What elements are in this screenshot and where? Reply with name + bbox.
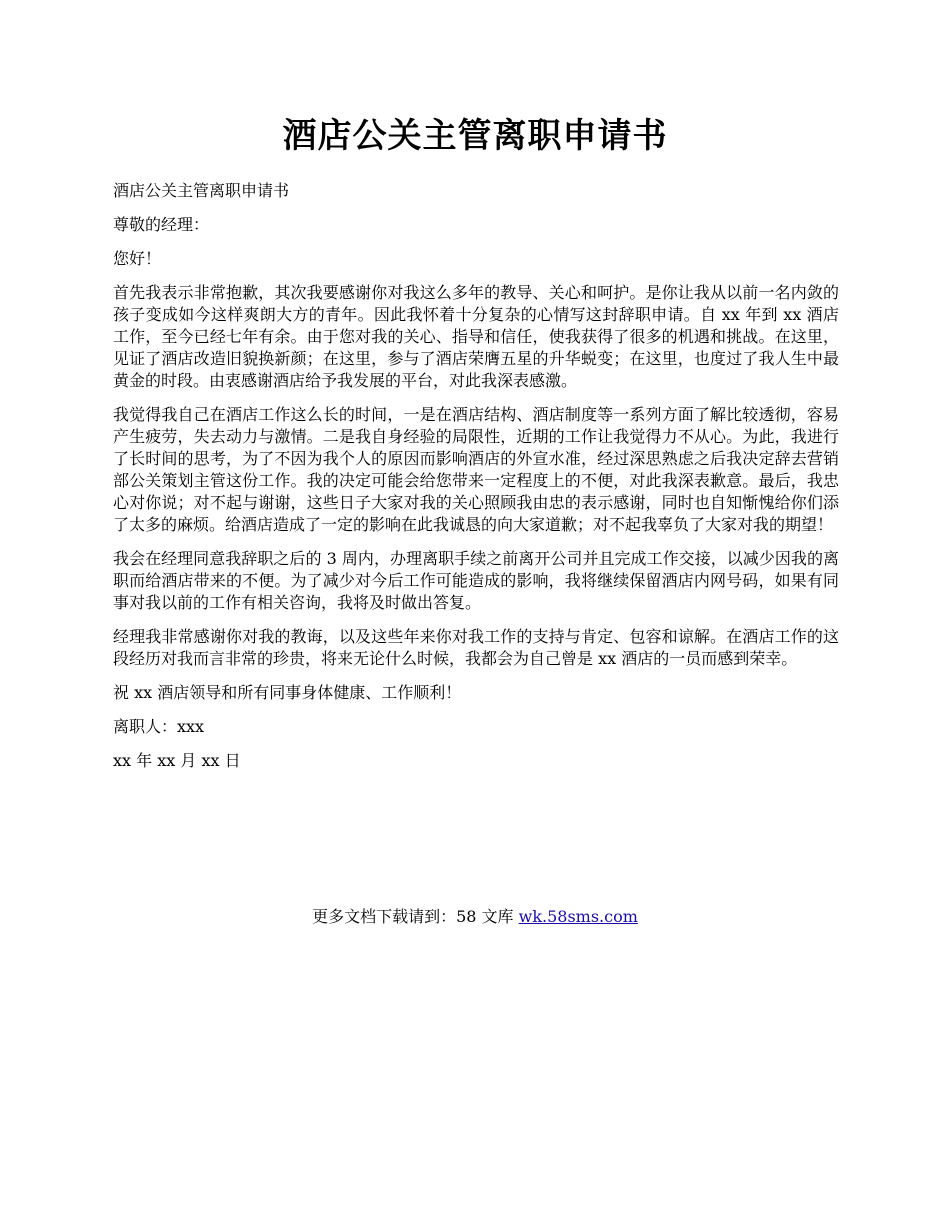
greeting: 您好！ [113, 249, 162, 268]
document-title: 酒店公关主管离职申请书 [282, 116, 668, 156]
signature-line: 离职人：xxx [113, 717, 205, 736]
document-body [113, 180, 839, 784]
body-paragraph: 我会在经理同意我辞职之后的 3 周内，办理离职手续之前离开公司并且完成工作交接，以减少因我的离职而给酒店带来的不便。为了减少对今后工作可能造成的影响，我将继续保留酒店内网号码，如果有同事对我以前的工作有相关咨询，我将及时做出答复。 [113, 549, 839, 612]
closing-wish: 祝 xx 酒店领导和所有同事身体健康、工作顺利！ [113, 683, 462, 702]
body-paragraph: 经理我非常感谢你对我的教诲，以及这些年来你对我工作的支持与肯定、包容和谅解。在酒店工作的这段经历对我而言非常的珍贵，将来无论什么时候，我都会为自己曾是 xx 酒店的一员而感到荣幸。 [113, 627, 839, 668]
date-line: xx 年 xx 月 xx 日 [113, 751, 241, 770]
salutation: 尊敬的经理： [113, 215, 210, 234]
body-paragraph: 首先我表示非常抱歉，其次我要感谢你对我这么多年的教导、关心和呵护。是你让我从以前一名内敛的孩子变成如今这样爽朗大方的青年。因此我怀着十分复杂的心情写这封辞职申请。自 xx 年到 xx 酒店工作，至今已经七年有余。由于您对我的关心、指导和信任，使我获得了很多的机遇和挑战。在这里，见证了酒店改造旧貌换新颜；在这里，参与了酒店荣膺五星的升华蜕变；在这里，也度过了我人生中最黄金的时段。由衷感谢酒店给予我发展的平台，对此我深表感激。 [113, 283, 839, 390]
footer-text: 更多文档下载请到：58 文库 [312, 907, 519, 926]
download-footer [0, 906, 950, 928]
body-paragraph: 我觉得我自己在酒店工作这么长的时间，一是在酒店结构、酒店制度等一系列方面了解比较透彻，容易产生疲劳，失去动力与激情。二是我自身经验的局限性，近期的工作让我觉得力不从心。为此，我进行了长时间的思考，为了不因为我个人的原因而影响酒店的外宣水准，经过深思熟虑之后我决定辞去营销部公关策划主管这份工作。我的决定可能会给您带来一定程度上的不便，对此我深表歉意。最后，我忠心对你说；对不起与谢谢，这些日子大家对我的关心照顾我由忠的表示感谢，同时也自知惭愧给你们添了太多的麻烦。给酒店造成了一定的影响在此我诚恳的向大家道歉；对不起我辜负了大家对我的期望！ [113, 405, 839, 534]
footer-link[interactable]: wk.58sms.com [518, 907, 638, 926]
subtitle-line: 酒店公关主管离职申请书 [113, 181, 290, 200]
